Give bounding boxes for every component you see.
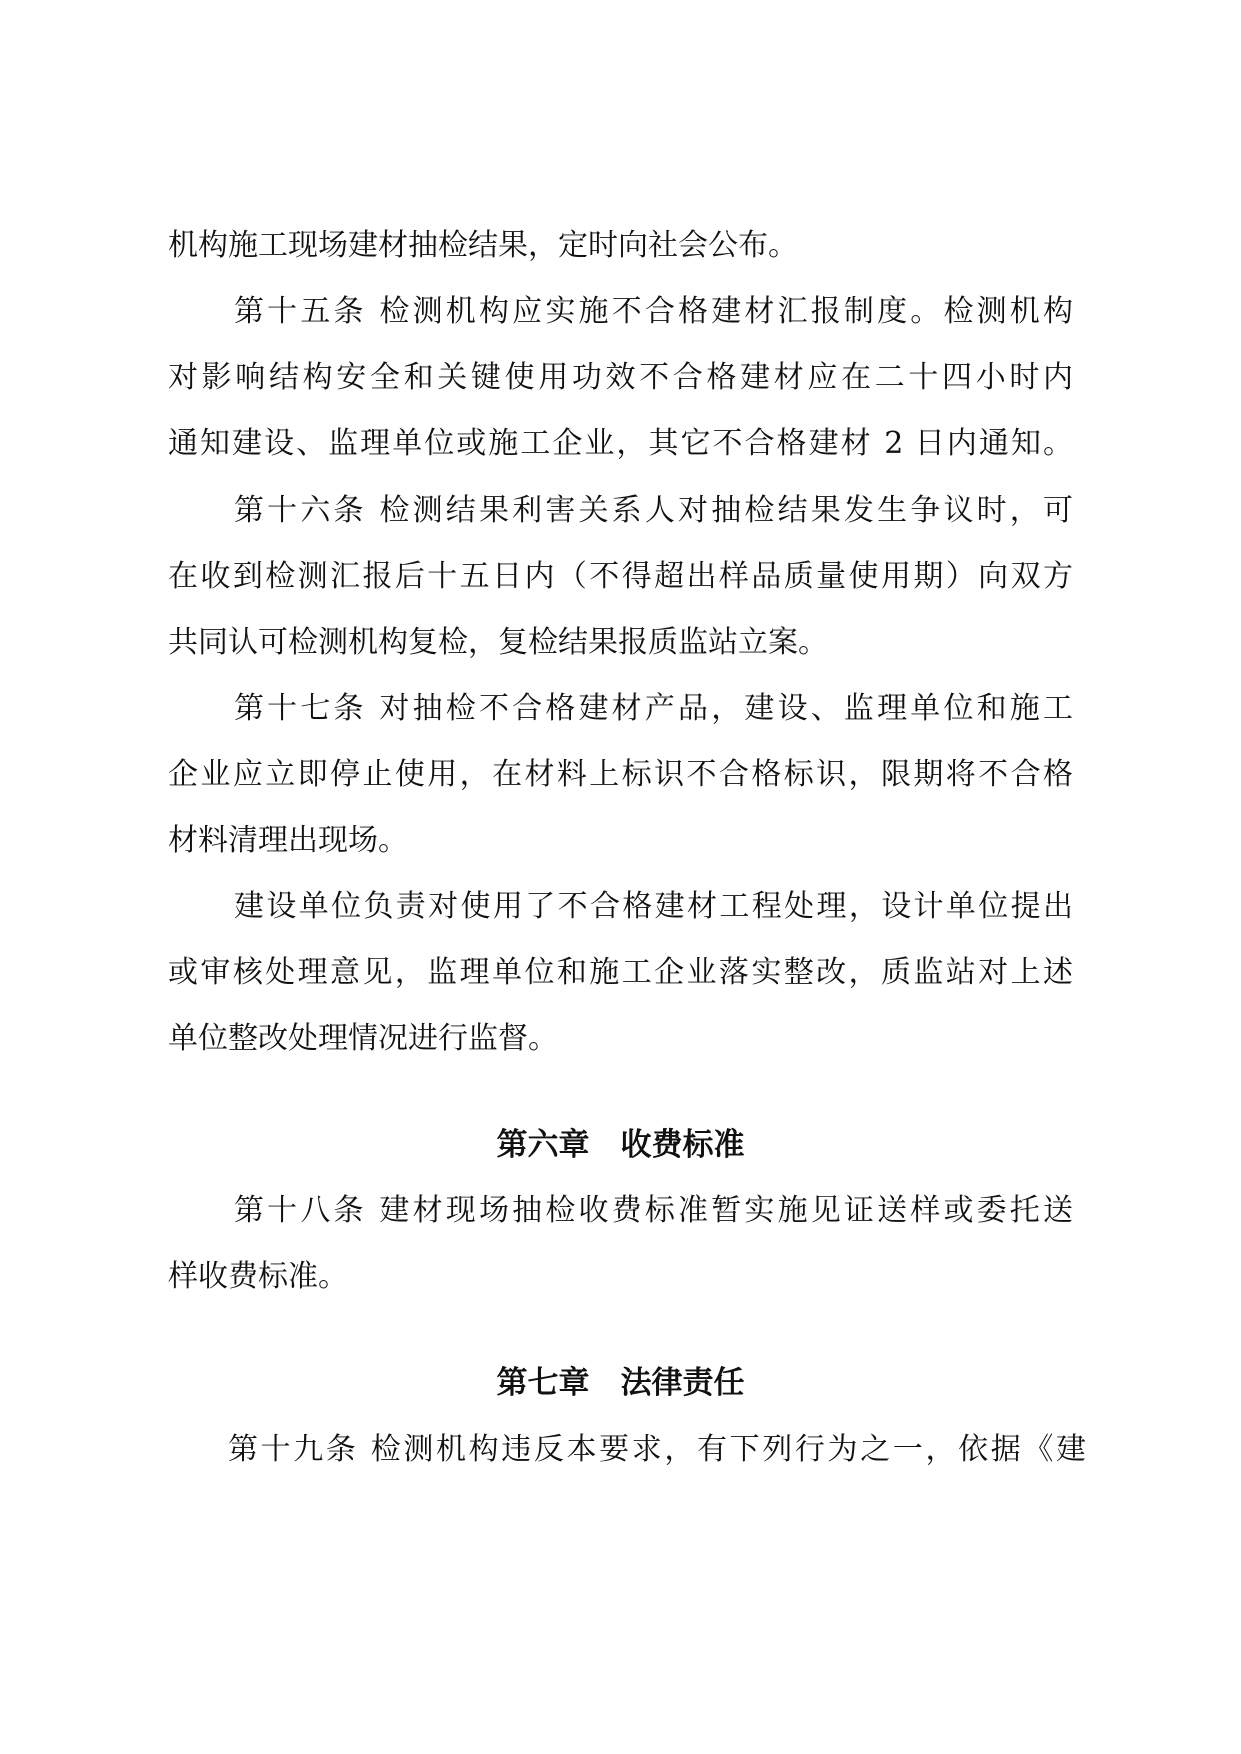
article-15-line-2: 对影响结构安全和关键使用功效不合格建材应在二十四小时内	[168, 360, 1073, 395]
article-16-line-2: 在收到检测汇报后十五日内（不得超出样品质量使用期）向双方	[168, 559, 1073, 594]
article-17-line-1: 第十七条 对抽检不合格建材产品，建设、监理单位和施工	[234, 691, 1073, 726]
paragraph-continuation-line: 机构施工现场建材抽检结果，定时向社会公布。	[168, 228, 798, 263]
chapter-7-heading: 第七章 法律责任	[496, 1365, 745, 1401]
article-15-line-1: 第十五条 检测机构应实施不合格建材汇报制度。检测机构	[234, 294, 1073, 329]
article-16-line-1: 第十六条 检测结果利害关系人对抽检结果发生争议时，可	[234, 493, 1073, 528]
article-15-line-3: 通知建设、监理单位或施工企业，其它不合格建材 2 日内通知。	[168, 426, 1073, 461]
article-18-line-2: 样收费标准。	[168, 1259, 348, 1294]
chapter-6-heading: 第六章 收费标准	[496, 1127, 745, 1163]
article-17-paragraph-2-line-2: 或审核处理意见，监理单位和施工企业落实整改，质监站对上述	[168, 955, 1073, 990]
article-17-line-2: 企业应立即停止使用，在材料上标识不合格标识，限期将不合格	[168, 757, 1073, 792]
article-17-line-3: 材料清理出现场。	[168, 823, 408, 858]
article-17-paragraph-2-line-3: 单位整改处理情况进行监督。	[168, 1021, 558, 1056]
article-18-line-1: 第十八条 建材现场抽检收费标准暂实施见证送样或委托送	[234, 1193, 1073, 1228]
article-16-line-3: 共同认可检测机构复检，复检结果报质监站立案。	[168, 625, 828, 660]
article-17-paragraph-2-line-1: 建设单位负责对使用了不合格建材工程处理，设计单位提出	[234, 889, 1073, 924]
article-19-line-1: 第十九条 检测机构违反本要求，有下列行为之一，依据《建	[228, 1432, 1086, 1467]
